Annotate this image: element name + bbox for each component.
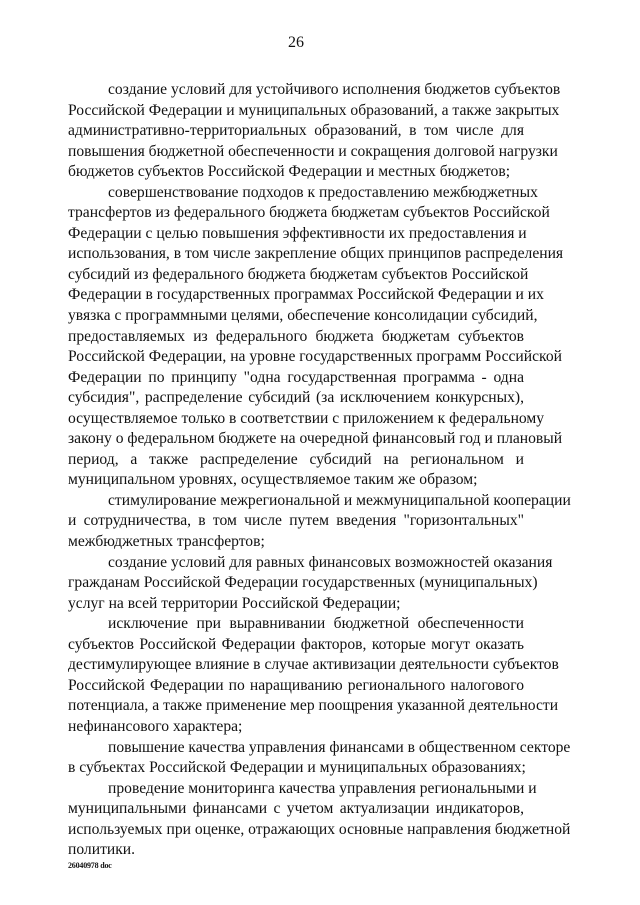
text-line: межбюджетных трансфертов;: [68, 533, 265, 551]
text-line: дестимулирующее влияние в случае активизации деятельности субъектов: [68, 656, 559, 674]
text-line: субсидия", распределение субсидий (за исключением конкурсных),: [68, 389, 524, 407]
text-line: период, а также распределение субсидий на региональном и: [68, 450, 524, 468]
paragraph: [68, 738, 571, 779]
paragraph: [68, 491, 571, 553]
text-line: субъектов Российской Федерации факторов, которые могут оказать: [68, 635, 524, 653]
paragraph: [68, 553, 553, 615]
text-line: потенциала, а также применение мер поощрения указанной деятельности: [68, 697, 559, 715]
text-line: увязка с программными целями, обеспечение консолидации субсидий,: [68, 307, 538, 325]
text-line: Федерации по принципу "одна государственная программа - одна: [68, 368, 524, 386]
text-line: закону о федеральном бюджете на очередной финансовый год и плановый: [68, 430, 563, 448]
text-line: трансфертов из федерального бюджета бюджетам субъектов Российской: [68, 204, 550, 222]
text-line: и сотрудничества, в том числе путем введения "горизонтальных": [68, 512, 524, 530]
paragraph: [68, 183, 564, 491]
text-line: муниципальными финансами с учетом актуализации индикаторов,: [68, 800, 524, 818]
text-line: создание условий для устойчивого исполнения бюджетов субъектов: [108, 81, 561, 98]
text-line: Федерации в государственных программах Российской Федерации и их: [68, 286, 544, 304]
text-line: предоставляемых из федерального бюджета бюджетам субъектов: [68, 327, 524, 345]
text-line: Российской Федерации по наращиванию регионального налогового: [68, 676, 524, 694]
document-body: [68, 80, 571, 861]
text-line: гражданам Российской Федерации государственных (муниципальных): [68, 574, 538, 592]
file-footer: 26040978 doc: [68, 861, 112, 870]
text-line: совершенствование подходов к предоставлению межбюджетных: [108, 183, 538, 201]
text-line: муниципальном уровнях, осуществляемое таким же образом;: [68, 471, 478, 489]
paragraph: [68, 80, 561, 183]
text-line: повышения бюджетной обеспеченности и сокращения долговой нагрузки: [68, 142, 558, 160]
text-line: проведение мониторинга качества управления региональными и: [108, 779, 537, 797]
text-line: нефинансового характера;: [68, 717, 243, 735]
text-line: Российской Федерации и муниципальных образований, а также закрытых: [68, 101, 560, 119]
text-line: услуг на всей территории Российской Федерации;: [68, 594, 401, 612]
text-line: политики.: [68, 841, 136, 859]
text-line: в субъектах Российской Федерации и муниципальных образованиях;: [68, 759, 526, 777]
text-line: осуществляемое только в соответствии с приложением к федеральному: [68, 409, 545, 427]
text-line: административно-территориальных образований, в том числе для: [68, 122, 524, 140]
text-line: исключение при выравнивании бюджетной обеспеченности: [108, 615, 524, 633]
text-line: субсидий из федерального бюджета бюджетам субъектов Российской: [68, 265, 529, 283]
paragraph: [68, 779, 571, 861]
text-line: Федерации с целью повышения эффективности их предоставления и: [68, 224, 527, 242]
paragraph: [68, 614, 559, 737]
page-number: 26: [288, 34, 304, 51]
text-line: Российской Федерации, на уровне государственных программ Российской: [68, 348, 562, 366]
text-line: создание условий для равных финансовых возможностей оказания: [108, 553, 553, 571]
text-line: стимулирование межрегиональной и межмуниципальной кооперации: [108, 491, 571, 509]
text-line: использования, в том числе закрепление общих принципов распределения: [68, 245, 564, 263]
text-line: повышение качества управления финансами в общественном секторе: [108, 738, 571, 756]
text-line: бюджетов субъектов Российской Федерации и местных бюджетов;: [68, 163, 511, 181]
text-line: используемых при оценке, отражающих основные направления бюджетной: [68, 820, 571, 838]
